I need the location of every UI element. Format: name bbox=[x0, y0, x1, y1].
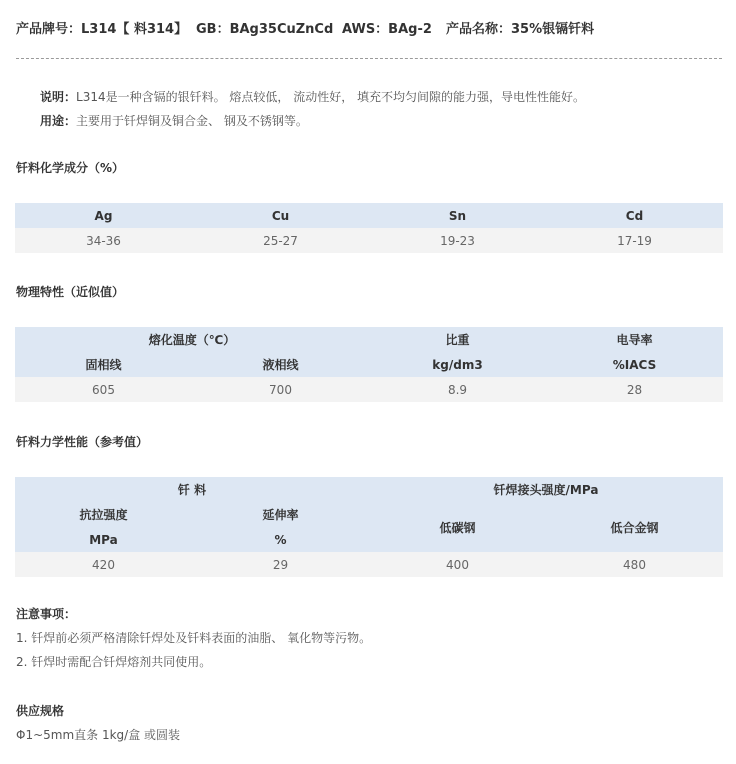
joint-strength-header: 钎焊接头强度/MPa bbox=[369, 477, 723, 502]
conductivity-value: 28 bbox=[546, 377, 723, 402]
tensile-strength-header: 抗拉强度 bbox=[15, 502, 192, 527]
density-value: 8.9 bbox=[369, 377, 546, 402]
low-carbon-steel-header: 低碳钢 bbox=[369, 502, 546, 552]
composition-value-row bbox=[15, 228, 723, 253]
elongation-value: 29 bbox=[192, 552, 369, 577]
composition-table bbox=[15, 203, 723, 253]
usage-text: 主要用于钎焊铜及铜合金、 钢及不锈钢等。 bbox=[76, 114, 308, 128]
density-header: 比重 bbox=[369, 327, 546, 352]
composition-value-cd: 17-19 bbox=[546, 228, 723, 253]
tensile-strength-value: 420 bbox=[15, 552, 192, 577]
physical-value-row bbox=[15, 377, 723, 402]
composition-header-ag: Ag bbox=[15, 203, 192, 228]
composition-value-sn: 19-23 bbox=[369, 228, 546, 253]
composition-header-row bbox=[15, 203, 723, 228]
low-alloy-steel-value: 480 bbox=[546, 552, 723, 577]
low-carbon-steel-value: 400 bbox=[369, 552, 546, 577]
note-item: 2. 钎焊时需配合钎焊熔剂共同使用。 bbox=[16, 655, 212, 669]
description-label: 说明： bbox=[40, 90, 77, 104]
composition-title: 钎料化学成分（%） bbox=[16, 161, 125, 175]
elongation-unit: % bbox=[192, 527, 369, 552]
filler-metal-header: 钎 料 bbox=[15, 477, 369, 502]
conductivity-header: 电导率 bbox=[546, 327, 723, 352]
mechanical-title: 钎料力学性能（参考值） bbox=[16, 435, 149, 449]
liquidus-header: 液相线 bbox=[192, 352, 369, 377]
supply-text: Φ1~5mm直条 1kg/盒 或圆装 bbox=[16, 728, 181, 742]
composition-header-cd: Cd bbox=[546, 203, 723, 228]
supply-title: 供应规格 bbox=[16, 704, 65, 718]
conductivity-unit-header: %IACS bbox=[546, 352, 723, 377]
mechanical-value-row bbox=[15, 552, 723, 577]
physical-header-row-2 bbox=[15, 352, 723, 377]
tensile-strength-unit: MPa bbox=[15, 527, 192, 552]
description-text: L314是一种含镉的银钎料。 熔点较低， 流动性好， 填充不均匀间隙的能力强，导电性性能好。 bbox=[76, 90, 586, 104]
composition-header-sn: Sn bbox=[369, 203, 546, 228]
product-name: 产品名称：35%银镉钎料 bbox=[446, 22, 595, 37]
mechanical-table bbox=[15, 477, 723, 577]
composition-value-ag: 34-36 bbox=[15, 228, 192, 253]
note-item: 1. 钎焊前必须严格清除钎焊处及钎料表面的油脂、 氧化物等污物。 bbox=[16, 631, 372, 645]
low-alloy-steel-header: 低合金钢 bbox=[546, 502, 723, 552]
solidus-value: 605 bbox=[15, 377, 192, 402]
composition-value-cu: 25-27 bbox=[192, 228, 369, 253]
product-aws-standard: AWS：BAg-2 bbox=[342, 22, 432, 37]
physical-table bbox=[15, 327, 723, 402]
melting-temperature-header: 熔化温度（℃） bbox=[15, 327, 369, 352]
product-brand: 产品牌号：L314【 料314】 bbox=[16, 22, 188, 37]
header-divider bbox=[16, 58, 722, 59]
product-gb-standard: GB：BAg35CuZnCd bbox=[196, 22, 334, 37]
liquidus-value: 700 bbox=[192, 377, 369, 402]
mechanical-header-row-2 bbox=[15, 502, 723, 527]
usage-line bbox=[40, 112, 308, 129]
usage-label: 用途： bbox=[40, 114, 77, 128]
physical-header-row-1 bbox=[15, 327, 723, 352]
elongation-header: 延伸率 bbox=[192, 502, 369, 527]
description-line bbox=[40, 88, 585, 105]
density-unit-header: kg/dm3 bbox=[369, 352, 546, 377]
notes-title: 注意事项： bbox=[16, 607, 77, 621]
solidus-header: 固相线 bbox=[15, 352, 192, 377]
mechanical-header-row-1 bbox=[15, 477, 723, 502]
composition-header-cu: Cu bbox=[192, 203, 369, 228]
product-header bbox=[16, 18, 720, 38]
physical-title: 物理特性（近似值） bbox=[16, 285, 125, 299]
